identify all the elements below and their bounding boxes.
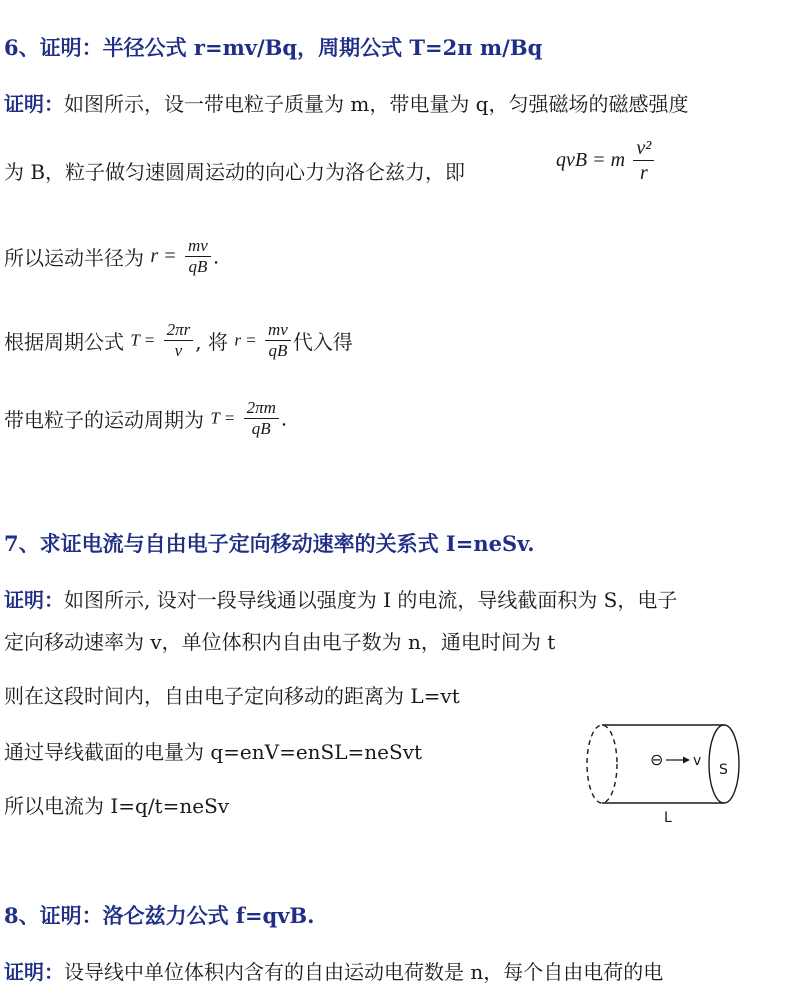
equation-lorentz-centripetal (556, 136, 656, 185)
text: 设导线中单位体积内含有的自由运动电荷数是 n，每个自由电荷的电 (64, 960, 664, 984)
text: 如图所示, 设对一段导线通以强度为 I 的电流，导线截面积为 S，电子 (64, 588, 678, 612)
proof-label: 证明： (4, 960, 64, 984)
section-6-line-3 (4, 236, 219, 277)
text: 如图所示，设一带电粒子质量为 m，带电量为 q，匀强磁场的磁感强度 (64, 92, 689, 116)
numerator: 2πr (166, 320, 191, 339)
equation-lhs: T = (130, 330, 156, 350)
text: 为 B，粒子做匀速圆周运动的向心力为洛仑兹力，即 (4, 160, 466, 184)
denominator: qB (244, 418, 279, 439)
section-7-line-3: 则在这段时间内，自由电子定向移动的距离为 L=vt (4, 684, 460, 708)
section-6-line-4 (4, 320, 353, 361)
text: 带电粒子的运动周期为 (4, 408, 204, 432)
text: 根据周期公式 (4, 330, 124, 354)
section-6-line-2 (4, 156, 465, 185)
section-8-line-1 (4, 956, 663, 985)
numerator: mv (268, 320, 288, 339)
equation-lhs: T = (210, 408, 236, 428)
section-7-line-2: 定向移动速率为 v，单位体积内自由电子数为 n，通电时间为 t (4, 630, 556, 654)
proof-label: 证明： (4, 588, 64, 612)
wire-cylinder-diagram (580, 718, 760, 828)
section-6-line-1 (4, 88, 688, 117)
equation-lhs: r = (150, 245, 177, 267)
length-label: L (664, 810, 672, 826)
numerator: v² (636, 137, 652, 159)
text: 所以运动半径为 (4, 246, 144, 270)
section-7-line-1 (4, 584, 677, 613)
denominator: r (633, 160, 654, 185)
electron-icon: ⊖ (650, 750, 664, 769)
section-8-heading: 8、证明：洛仑兹力公式 f=qvB. (4, 903, 315, 928)
fraction (185, 236, 211, 277)
area-label: S (719, 762, 728, 778)
text: 代入得 (292, 330, 353, 354)
period: . (212, 244, 220, 269)
equation-lhs: r = (234, 330, 257, 350)
text: , 将 (195, 330, 228, 354)
section-6-heading: 6、证明：半径公式 r=mv/Bq，周期公式 T=2π m/Bq (4, 35, 543, 60)
section-6-line-5 (4, 398, 287, 439)
denominator: qB (185, 256, 211, 277)
fraction (265, 320, 291, 361)
numerator: 2πm (246, 398, 276, 417)
section-7-line-5: 所以电流为 I=q/t=neSv (4, 794, 230, 818)
denominator: qB (265, 340, 291, 361)
fraction (633, 136, 654, 185)
velocity-label: v (693, 753, 702, 769)
section-7-heading: 7、求证电流与自由电子定向移动速率的关系式 I=neSv. (4, 531, 535, 556)
wire-left-end (587, 725, 617, 803)
fraction (164, 320, 194, 361)
section-7-line-4: 通过导线截面的电量为 q=enV=enSL=neSvt (4, 740, 423, 764)
numerator: mv (188, 236, 208, 255)
fraction (244, 398, 279, 439)
period: . (280, 406, 288, 431)
arrow-head-icon (683, 757, 690, 764)
equation-lhs: qvB = m (556, 149, 626, 171)
proof-label: 证明： (4, 92, 64, 116)
denominator: v (164, 340, 194, 361)
